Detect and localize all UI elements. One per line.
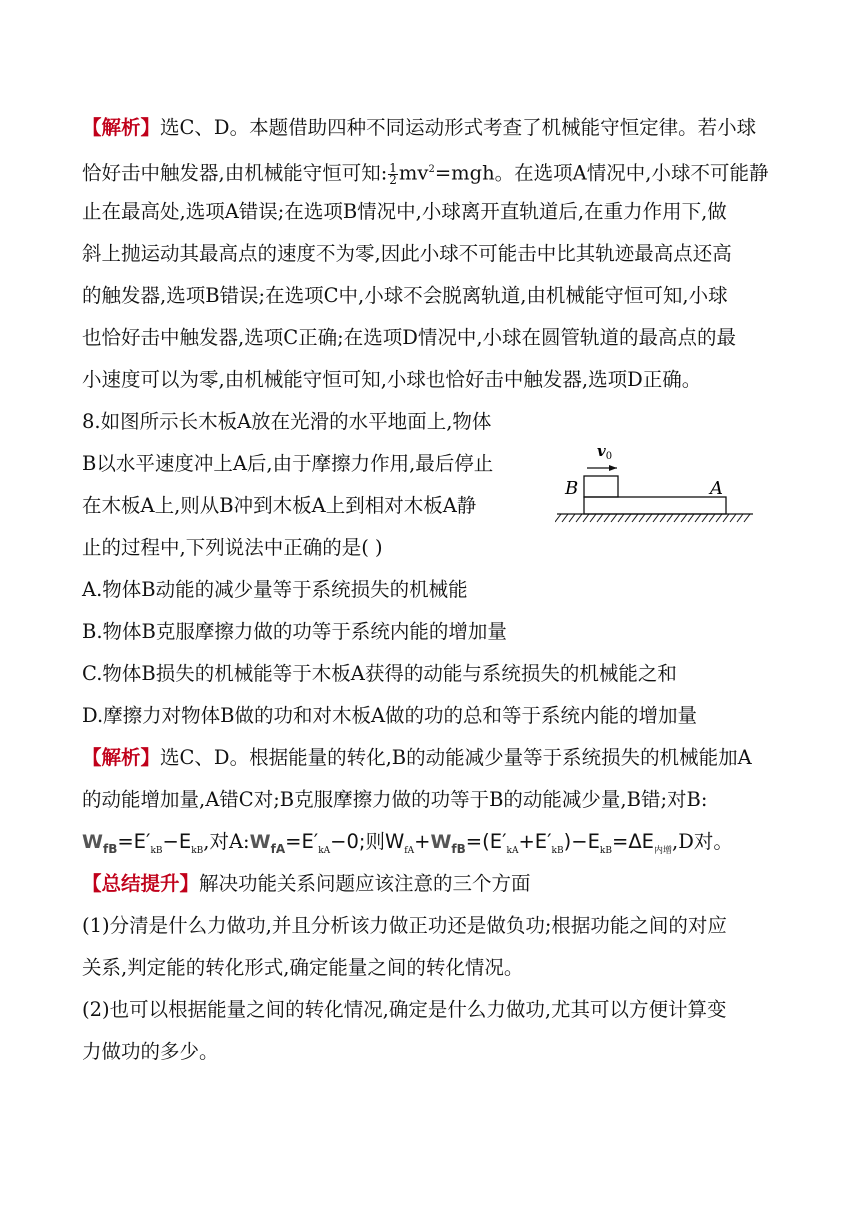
velocity-label: $v_0$: [597, 442, 613, 462]
hatch-mark: [723, 514, 729, 522]
analysis-tag: 【解析】: [82, 746, 161, 769]
board-block-figure: [555, 436, 755, 526]
option-d: D.摩擦力对物体B做的功和对木板A做的功的总和等于系统内能的增加量: [82, 704, 698, 727]
ground-hatch: [555, 514, 750, 522]
block-b: [584, 476, 618, 497]
analysis1-line-4: 斜上抛运动其最高点的速度不为零,因此小球不可能击中比其轨迹最高点还高: [82, 242, 732, 265]
fraction-one-half: $\frac{1}{2}$: [389, 160, 397, 187]
block-b-label: B: [565, 478, 579, 499]
hatch-mark: [625, 514, 631, 522]
hatch-mark: [667, 514, 673, 522]
board-a-label: A: [710, 478, 723, 499]
hatch-mark: [611, 514, 617, 522]
hatch-mark: [660, 514, 666, 522]
hatch-mark: [681, 514, 687, 522]
work-fb-symbol: $W_{fB}$: [430, 831, 466, 856]
board-a: [584, 497, 726, 514]
summary-p2-line-1: (2)也可以根据能量之间的转化情况,确定是什么力做功,尤其可以方便计算变: [82, 998, 727, 1021]
analysis2-line-1: 【解析】选C、D。根据能量的转化,B的动能减少量等于系统损失的机械能加A: [82, 746, 752, 769]
analysis1-line-5: 的触发器,选项B错误;在选项C中,小球不会脱离轨道,由机械能守恒可知,小球: [82, 284, 728, 307]
question8-line-4: 止的过程中,下列说法中正确的是( ): [82, 536, 383, 559]
work-fb-symbol: $W_{fB}$: [82, 831, 118, 856]
summary-p1-line-2: 关系,判定能的转化形式,确定能量之间的转化情况。: [82, 956, 524, 979]
hatch-mark: [597, 514, 603, 522]
option-c: C.物体B损失的机械能等于木板A获得的动能与系统损失的机械能之和: [82, 662, 677, 685]
hatch-mark: [702, 514, 708, 522]
hatch-mark: [569, 514, 575, 522]
analysis2-line-3: $W_{fB}=E'_{kB}-E_{kB}$,对$A:W_{fA}=E'_{kA}-0$;则$W_{fA}+W_{fB}=(E'_{kA}+E'_{kB})-E_{kB}=\Delta E_{内增},D$对。: [82, 830, 733, 856]
option-a: A.物体B动能的减少量等于系统损失的机械能: [82, 578, 468, 601]
question8-line-1: 8.如图所示长木板A放在光滑的水平地面上,物体: [82, 410, 492, 433]
hatch-mark: [716, 514, 722, 522]
hatch-mark: [590, 514, 596, 522]
hatch-mark: [618, 514, 624, 522]
analysis1-line-6: 也恰好击中触发器,选项C正确;在选项D情况中,小球在圆管轨道的最高点的最: [82, 326, 737, 349]
hatch-mark: [632, 514, 638, 522]
velocity-arrow-head: [609, 465, 617, 471]
hatch-mark: [646, 514, 652, 522]
hatch-mark: [674, 514, 680, 522]
hatch-mark: [695, 514, 701, 522]
hatch-mark: [688, 514, 694, 522]
hatch-mark: [562, 514, 568, 522]
analysis1-line-7: 小速度可以为零,由机械能守恒可知,小球也恰好击中触发器,选项D正确。: [82, 368, 702, 391]
analysis1-line-1: 【解析】选C、D。本题借助四种不同运动形式考查了机械能守恒定律。若小球: [82, 116, 757, 139]
summary-p1-line-1: (1)分清是什么力做功,并且分析该力做正功还是做负功;根据功能之间的对应: [82, 914, 727, 937]
analysis1-line-2: 恰好击中触发器,由机械能守恒可知: $\frac{1}{2}$ $mv^2=mgh$。在选项A情况中,小球不可能静: [82, 160, 769, 187]
question8-line-2: B以水平速度冲上A后,由于摩擦力作用,最后停止: [82, 452, 494, 475]
hatch-mark: [737, 514, 743, 522]
summary-p2-line-2: 力做功的多少。: [82, 1040, 219, 1063]
summary-heading: 【总结提升】解决功能关系问题应该注意的三个方面: [82, 872, 531, 895]
analysis1-line-3: 止在最高处,选项A错误;在选项B情况中,小球离开直轨道后,在重力作用下,做: [82, 200, 727, 223]
analysis-tag: 【解析】: [82, 116, 161, 139]
work-fa-symbol: $W_{fA}$: [249, 831, 286, 856]
question8-line-3: 在木板A上,则从B冲到木板A上到相对木板A静: [82, 494, 477, 517]
hatch-mark: [653, 514, 659, 522]
hatch-mark: [583, 514, 589, 522]
hatch-mark: [730, 514, 736, 522]
hatch-mark: [744, 514, 750, 522]
hatch-mark: [555, 514, 561, 522]
hatch-mark: [709, 514, 715, 522]
summary-tag: 【总结提升】: [82, 872, 200, 895]
hatch-mark: [639, 514, 645, 522]
hatch-mark: [604, 514, 610, 522]
hatch-mark: [576, 514, 582, 522]
analysis2-line-2: 的动能增加量,A错C对;B克服摩擦力做的功等于B的动能减少量,B错;对B:: [82, 788, 708, 811]
option-b: B.物体B克服摩擦力做的功等于系统内能的增加量: [82, 620, 507, 643]
